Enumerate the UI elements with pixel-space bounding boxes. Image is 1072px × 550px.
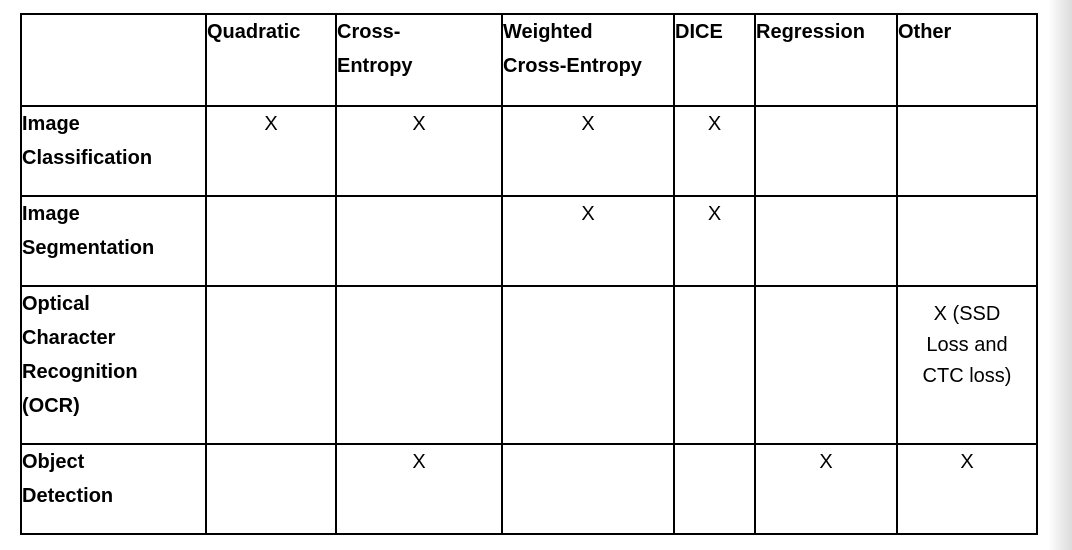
page-edge-shadow	[1048, 0, 1072, 550]
cell-mark	[336, 196, 502, 286]
row-header-image-classification: Image Classification	[21, 106, 206, 196]
column-header-other: Other	[897, 14, 1037, 106]
cell-mark	[755, 196, 897, 286]
header-row	[21, 14, 1037, 106]
corner-cell	[21, 14, 206, 106]
table-row-image-classification	[21, 106, 1037, 196]
cell-mark: X	[206, 106, 336, 196]
cell-mark: X	[502, 106, 674, 196]
table-row-object-detection	[21, 444, 1037, 534]
row-header-image-segmentation: Image Segmentation	[21, 196, 206, 286]
cell-mark	[755, 106, 897, 196]
cell-mark	[206, 196, 336, 286]
cell-mark: X	[336, 106, 502, 196]
loss-function-table	[20, 13, 1038, 535]
cell-mark: X	[755, 444, 897, 534]
row-header-object-detection: Object Detection	[21, 444, 206, 534]
cell-mark	[897, 196, 1037, 286]
cell-mark: X	[674, 106, 755, 196]
cell-mark	[674, 444, 755, 534]
cell-mark	[897, 106, 1037, 196]
cell-mark	[755, 286, 897, 444]
cell-mark	[674, 286, 755, 444]
column-header-weighted-cross-entropy: Weighted Cross-Entropy	[502, 14, 674, 106]
cell-mark	[502, 444, 674, 534]
column-header-dice: DICE	[674, 14, 755, 106]
row-header-ocr: Optical Character Recognition (OCR)	[21, 286, 206, 444]
cell-mark	[502, 286, 674, 444]
column-header-quadratic: Quadratic	[206, 14, 336, 106]
cell-mark	[206, 286, 336, 444]
table-row-ocr	[21, 286, 1037, 444]
cell-mark: X	[336, 444, 502, 534]
cell-mark	[336, 286, 502, 444]
cell-mark: X	[674, 196, 755, 286]
column-header-cross-entropy: Cross- Entropy	[336, 14, 502, 106]
cell-mark: X	[502, 196, 674, 286]
column-header-regression: Regression	[755, 14, 897, 106]
cell-mark-other-note: X (SSD Loss and CTC loss)	[897, 286, 1037, 444]
cell-mark: X	[897, 444, 1037, 534]
cell-mark	[206, 444, 336, 534]
table-row-image-segmentation	[21, 196, 1037, 286]
